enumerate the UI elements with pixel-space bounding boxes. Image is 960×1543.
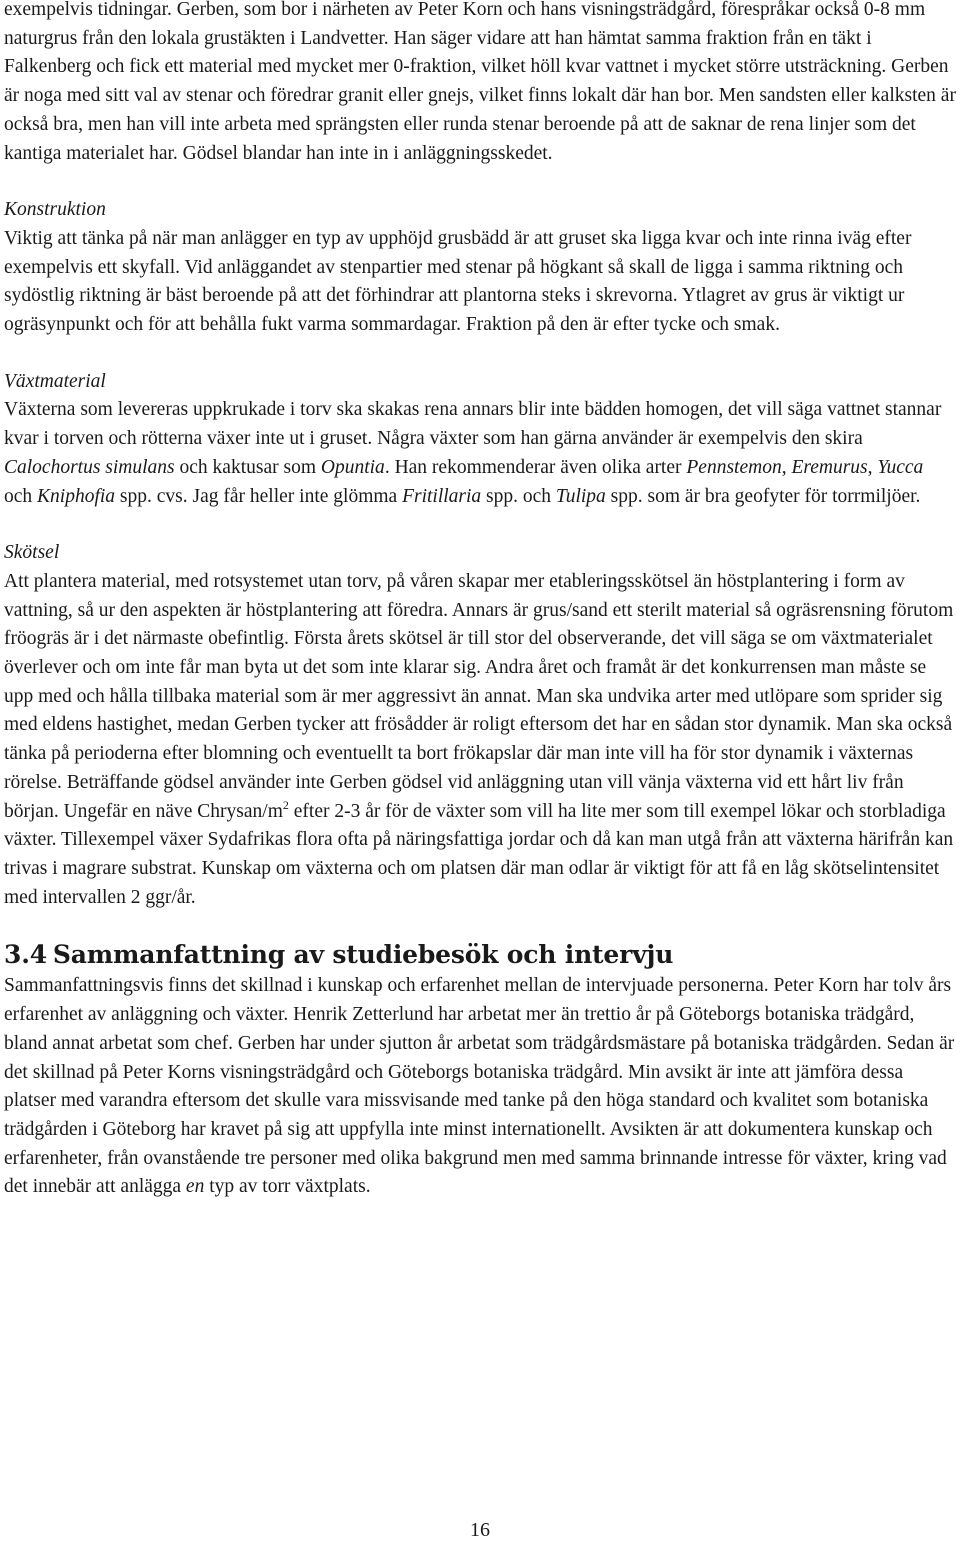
text-run: spp. och: [481, 485, 556, 507]
italic-text: Fritillaria: [402, 485, 482, 507]
summary-heading: [4, 940, 956, 970]
italic-text: Tulipa: [555, 485, 606, 507]
text-run: Viktig att tänka på när man anlägger en typ av upphöjd grusbädd är att gruset ska ligga kvar och inte rinna iväg efter exempelvis ett skyfall. Vid anläggandet av stenpartier med stenar på högkant så skall de ligga i samma riktning och sydöstlig riktning är bäst beroende på att det förhindrar att plantorna steks i skrevorna. Ytlagret av grus är viktigt ur ogräsynpunkt och för att behålla fukt varma sommardagar. Fraktion på den är efter tycke och smak.: [4, 227, 912, 336]
summary-paragraph: [4, 972, 956, 1202]
text-run: ,: [781, 456, 792, 478]
text-run: och: [4, 485, 38, 507]
section-heading-vaxtmaterial: Växtmaterial: [4, 370, 106, 392]
text-run: Växterna som levereras uppkrukade i torv ska skakas rena annars blir inte bädden homogen, det vill säga vattnet stannar kvar i torven och rötterna växer inte ut i gruset. Några växter som han gärna använder är exempelvis den skira: [4, 399, 942, 450]
italic-text: Yucca: [877, 456, 924, 478]
text-run: efter 2-3 år för de växter som vill ha lite mer som till exempel lökar och storbladiga växter. Tillexempel växer Sydafrikas flora ofta på näringsfattiga jordar och då kan man utgå från att växterna härifrån kan trivas i magrare substrat. Kunskap om växterna och om platsen där man odlar är viktigt för att få en låg skötselintensitet med intervallen 2 ggr/år.: [4, 800, 954, 908]
text-run: Sammanfattningsvis finns det skillnad i kunskap och erfarenhet mellan de intervjuade personerna. Peter Korn har tolv års erfarenhet av anläggning och växter. Henrik Zetterlund har arbetat mer än trettio år på Göteborgs botaniska trädgård, bland annat arbetat som chef. Gerben har under sjutton år arbetat som trädgårdsmästare på botaniska trädgården. Sedan är det skillnad på Peter Korns visningsträdgård och Göteborgs botaniska trädgård. Min avsikt är inte att jämföra dessa platser med varandra eftersom det skulle vara missvisande med tanke på den höga standard och kvalitet som botaniska trädgården i Göteborg har kravet på sig att uppfylla inte minst internationellt. Avsikten är att dokumentera kunskap och erfarenheter, från ovanstående tre personer med olika bakgrund men med samma brinnande intresse för växter, kring vad det innebär att anlägga: [4, 975, 955, 1198]
text-run: typ av torr växtplats.: [204, 1176, 371, 1198]
summary-heading-number: 3.4: [4, 940, 47, 970]
text-run: ,: [867, 456, 878, 478]
section-heading-skotsel: Skötsel: [4, 542, 60, 564]
section-heading-konstruktion: Konstruktion: [4, 199, 106, 221]
page-number: 16: [470, 1519, 490, 1541]
section-body-konstruktion: [4, 225, 956, 340]
intro-paragraph: [4, 0, 956, 168]
italic-text: Kniphofia: [37, 485, 116, 507]
italic-text: Eremurus: [791, 456, 868, 478]
italic-text: Pennstemon: [686, 456, 782, 478]
text-run: spp. som är bra geofyter för torrmiljöer.: [605, 485, 921, 507]
section-body-vaxtmaterial: [4, 396, 956, 511]
text-run: och kaktusar som: [174, 456, 321, 478]
section-body-skotsel: [4, 568, 956, 912]
text-run: Att plantera material, med rotsystemet utan torv, på våren skapar mer etableringsskötsel än höstplantering i form av vattning, så ur den aspekten är höstplantering att föredra. Annars är grus/sand ett sterilt material så ogräsrensning förutom fröogräs är i det närmaste obefintlig. Första årets skötsel är till stor del observerande, det vill säga se om växtmaterialet överlever och om inte får man byta ut det som inte klarar sig. Andra året och framåt är det konkurrensen man måste se upp med och hålla tillbaka material som är mer aggressivt än annat. Man ska undvika arter med utlöpare som sprider sig med eldens hastighet, medan Gerben tycker att frösådder är roligt eftersom det har en sådan stor dynamik. Man ska också tänka på perioderna efter blomning och eventuellt ta bort frökapslar där man inte vill ha för stor dynamik i växternas rörelse. Beträffande gödsel använder inte Gerben gödsel vid anläggning utan vill vänja växterna vid ett hårt liv från början. Ungefär en näve Chrysan/m: [4, 570, 954, 822]
italic-text: Opuntia: [320, 456, 385, 478]
text-run: exempelvis tidningar. Gerben, som bor i närheten av Peter Korn och hans visningsträdgård, förespråkar också 0-8 mm naturgrus från den lokala grustäkten i Landvetter. Han säger vidare att han hämtat samma fraktion från en täkt i Falkenberg och fick ett material med mycket mer 0-fraktion, vilket höll kvar vattnet i mycket större utsträckning. Gerben är noga med sitt val av stenar och föredrar granit eller gnejs, vilket finns lokalt där han bor. Men sandsten eller kalksten är också bra, men han vill inte arbeta med sprängsten eller runda stenar beroende på att de saknar de rena linjer som det kantiga materialet har. Gödsel blandar han inte in i anläggningsskedet.: [4, 0, 956, 164]
text-run: . Han rekommenderar även olika arter: [384, 456, 687, 478]
summary-heading-title: Sammanfattning av studiebesök och intervju: [52, 940, 674, 970]
italic-text: Calochortus simulans: [4, 456, 175, 478]
superscript-text: 2: [282, 797, 289, 812]
document-page: [4, 0, 956, 1202]
text-run: spp. cvs. Jag får heller inte glömma: [115, 485, 403, 507]
italic-text: en: [185, 1176, 205, 1198]
